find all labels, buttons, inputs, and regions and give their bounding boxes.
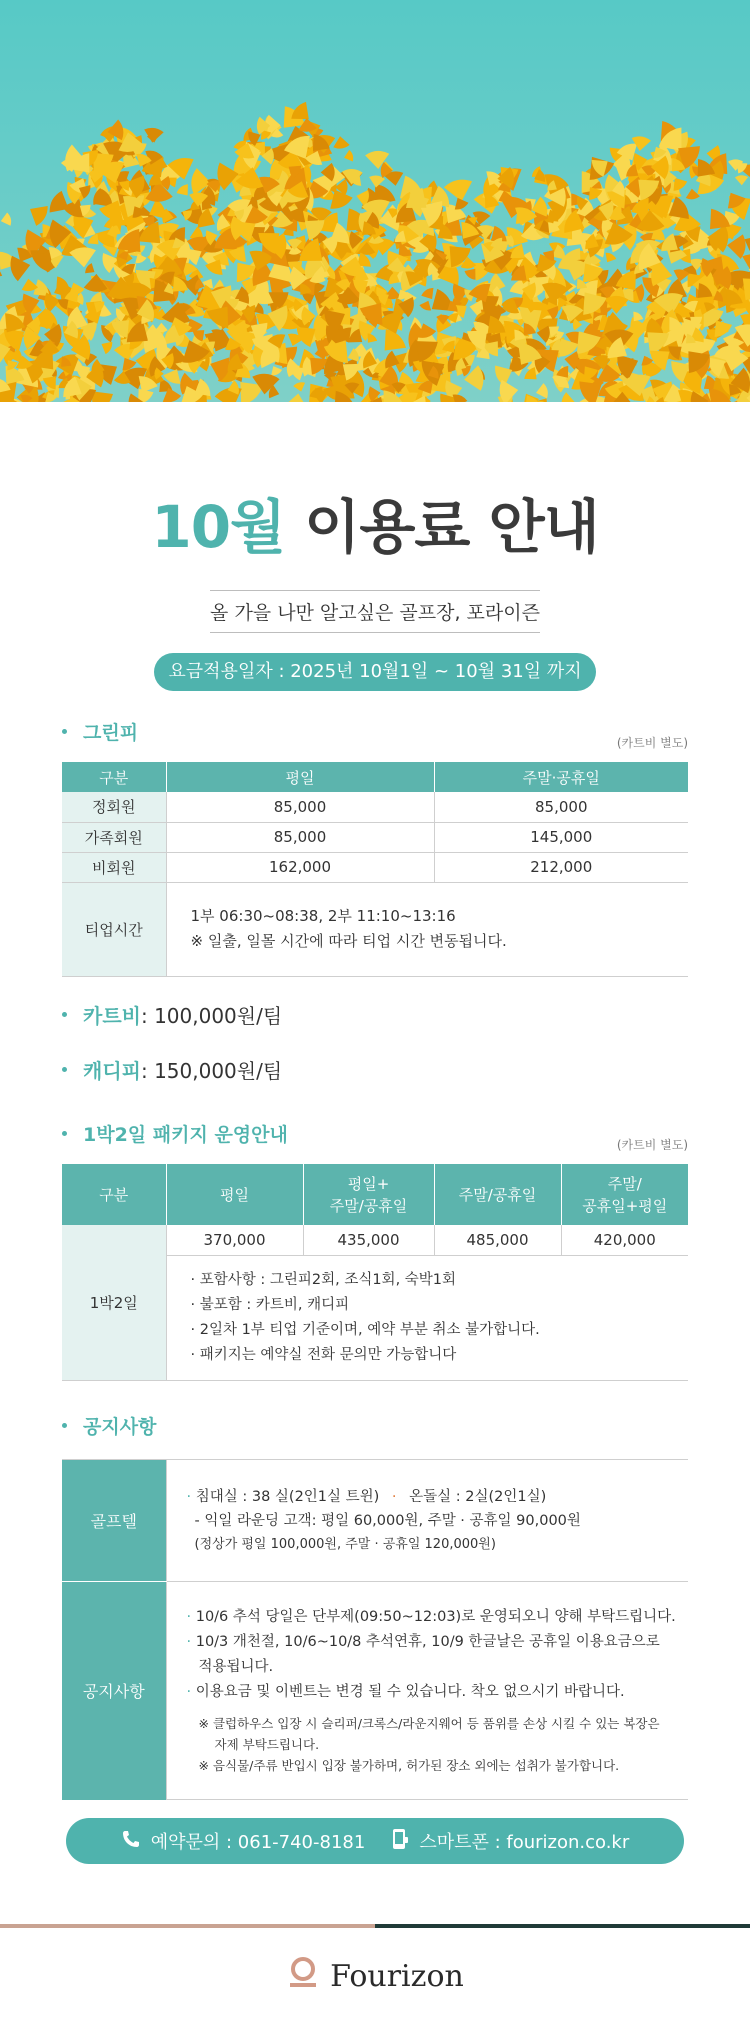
golftel-rooms: [187, 1485, 689, 1509]
ginkgo-illustration: [0, 0, 750, 402]
ginkgo-leaf: [293, 381, 307, 393]
ginkgo-leaf: [342, 149, 354, 163]
warning-line: ※ 클럽하우스 입장 시 슬리퍼/크록스/라운지웨어 등 품위를 손상 시킬 수 있는 복장은: [198, 1716, 660, 1731]
ginkgo-leaf: [332, 135, 350, 149]
notice-item: · 10/6 추석 당일은 단부제(09:50~12:03)로 운영되오니 양해 부탁드립니다.: [186, 1609, 676, 1625]
contact-bar: [66, 1818, 684, 1864]
bullet-dot: [62, 1067, 67, 1072]
row-label: 1박2일: [62, 1225, 166, 1380]
smartphone-icon: [391, 1828, 409, 1855]
ginkgo-leaf: [175, 183, 193, 200]
caddiefee-line: [62, 1055, 282, 1084]
cartfee-value: : 100,000원/팀: [140, 1004, 283, 1028]
notice-item-cont: 적용됩니다.: [198, 1659, 274, 1675]
orange-bullet: ·: [391, 1488, 397, 1505]
caddiefee-label: 캐디피: [83, 1059, 141, 1083]
table-row: [62, 792, 688, 822]
golftel-regular-price: (정상가 평일 100,000원, 주말 · 공휴일 120,000원): [194, 1536, 496, 1552]
col-header: 주말/공휴일: [434, 1164, 561, 1225]
package-detail: · 2일차 1부 티업 기준이며, 예약 부분 취소 불가합니다.: [190, 1321, 540, 1338]
hero-ginkgo-image: [0, 0, 750, 402]
package-detail: · 패키지는 예약실 전화 문의만 가능합니다: [190, 1346, 457, 1363]
greenfee-section: [62, 718, 688, 977]
col-header-line: 평일+: [347, 1174, 390, 1193]
row-label: 비회원: [62, 852, 166, 882]
col-header: 구분: [62, 1164, 166, 1225]
notice-table: [62, 1459, 688, 1800]
web-contact[interactable]: [391, 1828, 629, 1855]
page-title: [0, 480, 750, 564]
package-heading-text: 1박2일 패키지 운영안내: [83, 1124, 288, 1146]
greenfee-heading: [62, 718, 688, 745]
col-header: 구분: [62, 762, 166, 792]
bullet-dot: [62, 1423, 67, 1428]
col-header: 주말·공휴일: [434, 762, 688, 792]
golftel-label: 골프텔: [62, 1460, 166, 1582]
caddiefee-value: : 150,000원/팀: [140, 1059, 283, 1083]
phone-icon: [121, 1829, 141, 1854]
teeoff-row: [62, 882, 688, 976]
teeoff-times: 1부 06:30~08:38, 2부 11:10~13:16: [190, 907, 456, 925]
row-label: 티업시간: [62, 882, 166, 976]
bullet-dot: [62, 729, 67, 734]
col-header-line: 공휴일+평일: [582, 1196, 668, 1215]
ginkgo-leaf: [287, 392, 308, 402]
notice-item: · 10/3 개천절, 10/6~10/8 추석연휴, 10/9 한글날은 공휴일 이용요금으로: [186, 1634, 660, 1650]
package-detail-cell: [166, 1255, 688, 1380]
title-block: [0, 402, 750, 691]
warning-line: 자제 부탁드립니다.: [214, 1737, 320, 1752]
package-detail: · 불포함 : 카트비, 캐디피: [190, 1296, 350, 1313]
notice-item: · 이용요금 및 이벤트는 변경 될 수 있습니다. 착오 없으시기 바랍니다.: [186, 1684, 625, 1700]
package-table: [62, 1164, 688, 1381]
fourizon-logo: [0, 1955, 750, 1997]
teeoff-cell: [166, 882, 688, 976]
package-heading: [62, 1120, 688, 1147]
table-cell: 85,000: [166, 792, 434, 822]
table-cell: 435,000: [303, 1225, 434, 1255]
notice-label: 공지사항: [62, 1582, 166, 1800]
table-cell: 485,000: [434, 1225, 561, 1255]
golftel-row: [62, 1460, 688, 1582]
col-header: [303, 1164, 434, 1225]
subtitle-box: [210, 590, 540, 633]
notice-section: [62, 1412, 688, 1800]
col-header: [561, 1164, 688, 1225]
footer-divider: [0, 1924, 750, 1928]
col-header: 평일: [166, 1164, 303, 1225]
package-header-row: [62, 1164, 688, 1225]
notice-heading-text: 공지사항: [83, 1416, 157, 1438]
col-header-line: 주말/: [607, 1174, 642, 1193]
notice-cell: [166, 1582, 688, 1800]
greenfee-table: [62, 762, 688, 977]
golftel-ondol-rooms: 온돌실 : 2실(2인1실): [409, 1488, 547, 1505]
package-detail: · 포함사항 : 그린피2회, 조식1회, 숙박1회: [190, 1271, 457, 1288]
ginkgo-leaf: [419, 298, 435, 312]
title-accent: 10월: [151, 493, 286, 561]
golftel-bed-rooms: 침대실 : 38 실(2인1실 트윈): [195, 1488, 380, 1505]
col-header: 평일: [166, 762, 434, 792]
table-row: [62, 852, 688, 882]
logo-text: Fourizon: [330, 1958, 464, 1994]
table-row: [62, 822, 688, 852]
date-pill: 요금적용일자 : 2025년 10월1일 ~ 10월 31일 까지: [154, 653, 596, 691]
notice-warnings: [187, 1713, 689, 1776]
table-cell: 370,000: [166, 1225, 303, 1255]
greenfee-header-row: [62, 762, 688, 792]
notice-row: [62, 1582, 688, 1800]
bullet: ·: [186, 1488, 192, 1505]
table-cell: 212,000: [434, 852, 688, 882]
phone-label: 예약문의 : 061-740-8181: [150, 1832, 366, 1853]
row-label: 가족회원: [62, 822, 166, 852]
ginkgo-leaf: [560, 392, 578, 402]
table-cell: 85,000: [434, 792, 688, 822]
phone-contact[interactable]: [121, 1828, 366, 1854]
cartfee-label: 카트비: [83, 1004, 141, 1028]
package-note: (카트비 별도): [616, 1138, 688, 1152]
title-rest: 이용료 안내: [304, 493, 599, 561]
subtitle: 올 가을 나만 알고싶은 골프장, 포라이즌: [210, 602, 540, 624]
bullet-dot: [62, 1131, 67, 1136]
package-section: [62, 1120, 688, 1381]
greenfee-heading-text: 그린피: [83, 722, 139, 744]
table-cell: 420,000: [561, 1225, 688, 1255]
bullet-dot: [62, 1012, 67, 1017]
teeoff-note: ※ 일출, 일몰 시간에 따라 티업 시간 변동됩니다.: [190, 932, 507, 950]
logo-mark-icon: [286, 1955, 320, 1997]
cartfee-line: [62, 1000, 282, 1029]
golftel-price: - 익일 라운딩 고객: 평일 60,000원, 주말 · 공휴일 90,000원: [194, 1512, 581, 1529]
ginkgo-leaf: [24, 199, 50, 228]
table-cell: 162,000: [166, 852, 434, 882]
web-label: 스마트폰 : fourizon.co.kr: [419, 1832, 630, 1853]
table-cell: 85,000: [166, 822, 434, 852]
notice-heading: [62, 1412, 688, 1439]
ginkgo-leaf: [534, 383, 549, 401]
row-label: 정회원: [62, 792, 166, 822]
greenfee-note: (카트비 별도): [616, 736, 688, 750]
ginkgo-leaf: [735, 175, 749, 185]
table-cell: 145,000: [434, 822, 688, 852]
golftel-cell: [166, 1460, 688, 1582]
col-header-line: 주말/공휴일: [329, 1196, 408, 1215]
warning-line: ※ 음식물/주류 반입시 입장 불가하며, 허가된 장소 외에는 섭취가 불가합니다.: [198, 1758, 620, 1773]
package-price-row: [62, 1225, 688, 1255]
ginkgo-leaf: [0, 212, 12, 228]
ginkgo-leaf: [602, 251, 617, 265]
ginkgo-leaf: [98, 338, 114, 355]
